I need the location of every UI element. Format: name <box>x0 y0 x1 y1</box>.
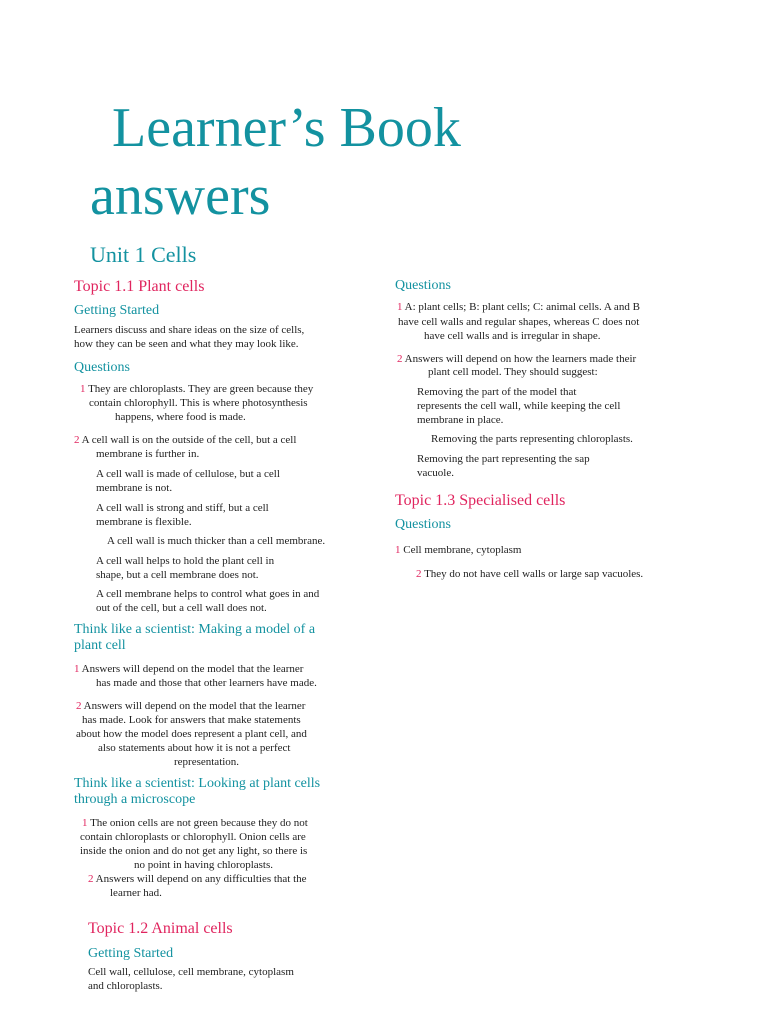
think1-heading-line1: Think like a scientist: Making a model of a <box>74 622 316 637</box>
t1q1-text-1: Answers will depend on the model that the learner <box>81 663 304 675</box>
t2q1-line2: contain chloroplasts or chlorophyll. Onion cells are <box>80 831 306 843</box>
getting-started-text-2: how they can be seen and what they may look like. <box>74 338 299 350</box>
r-q2-line1 <box>397 352 636 366</box>
q2-text-1: A cell wall is on the outside of the cell, but a cell <box>81 434 297 446</box>
t13-q1 <box>395 543 521 557</box>
topic-1-1-heading: Topic 1.1 Plant cells <box>74 278 205 295</box>
t1q1-line1 <box>74 662 303 676</box>
q2-item4-line2: shape, but a cell membrane does not. <box>96 569 259 581</box>
t2q1-line1 <box>82 816 308 830</box>
q2-item5-line1: A cell membrane helps to control what goes in and <box>96 588 320 600</box>
q2-item4-line1: A cell wall helps to hold the plant cell in <box>96 555 275 567</box>
questions-heading-left: Questions <box>74 360 130 375</box>
t2q1-line3: inside the onion and do not get any light, so there is <box>80 845 308 857</box>
q2-item3-line1: A cell wall is much thicker than a cell membrane. <box>107 535 326 547</box>
title-line1: Learner’s Book <box>112 97 461 159</box>
t1q2-line3: about how the model does represent a plant cell, and <box>76 728 307 740</box>
t1q2-line4: also statements about how it is not a perfect <box>98 742 291 754</box>
topic-1-2-heading: Topic 1.2 Animal cells <box>88 920 233 937</box>
think2-heading-line1: Think like a scientist: Looking at plant cells <box>74 776 321 791</box>
r-q2-item1-line2: represents the cell wall, while keeping the cell <box>417 400 621 412</box>
q2-number: 2 <box>74 434 80 446</box>
q1-number: 1 <box>80 383 86 395</box>
topic-1-3-heading: Topic 1.3 Specialised cells <box>395 492 566 509</box>
questions-2-heading: Questions <box>395 517 451 532</box>
t1q2-line5: representation. <box>174 756 240 768</box>
t2q1-line4: no point in having chloroplasts. <box>134 859 274 871</box>
t1q2-line1 <box>76 699 305 713</box>
getting-started-heading: Getting Started <box>74 303 160 318</box>
r-q1-text-1: A: plant cells; B: plant cells; C: animal cells. A and B <box>404 301 640 313</box>
q2-item2-line2: membrane is flexible. <box>96 516 192 528</box>
t1q1-line2: has made and those that other learners have made. <box>96 677 317 689</box>
r-q2-item3-line1: Removing the part representing the sap <box>417 453 590 465</box>
t2q2-line1 <box>88 872 307 886</box>
getting-started-2-heading: Getting Started <box>88 946 174 961</box>
q2-item5-line2: out of the cell, but a cell wall does not. <box>96 602 267 614</box>
t13-q2-text: They do not have cell walls or large sap vacuoles. <box>424 568 644 580</box>
t2q1-text-1: The onion cells are not green because they do not <box>90 817 308 829</box>
q1-text-1: They are chloroplasts. They are green because they <box>88 383 314 395</box>
r-q2-line2: plant cell model. They should suggest: <box>428 366 598 378</box>
r-q1-line2: have cell walls and regular shapes, whereas C does not <box>398 316 640 328</box>
t1q2-number: 2 <box>76 700 82 712</box>
t2q2-line2: learner had. <box>110 887 162 899</box>
t13-q2-number: 2 <box>416 568 422 580</box>
t2q2-text-1: Answers will depend on any difficulties that the <box>95 873 307 885</box>
getting-started-text-1: Learners discuss and share ideas on the size of cells, <box>74 324 305 336</box>
think2-heading-line2: through a microscope <box>74 792 196 807</box>
r-q2-number: 2 <box>397 353 403 365</box>
r-q2-item1-line3: membrane in place. <box>417 414 504 426</box>
q2-item2-line1: A cell wall is strong and stiff, but a cell <box>96 502 269 514</box>
q1-line2: contain chlorophyll. This is where photosynthesis <box>89 397 308 409</box>
q2-item1-line1: A cell wall is made of cellulose, but a cell <box>96 468 280 480</box>
r-q2-text-1: Answers will depend on how the learners made their <box>404 353 637 365</box>
t13-q1-text: Cell membrane, cytoplasm <box>403 544 522 556</box>
q2-line1 <box>74 433 296 447</box>
q1-line3: happens, where food is made. <box>115 411 246 423</box>
r-q1-line1 <box>397 300 640 314</box>
q2-item1-line2: membrane is not. <box>96 482 173 494</box>
t2q2-number: 2 <box>88 873 94 885</box>
q1-line1 <box>80 382 313 396</box>
t1q1-number: 1 <box>74 663 80 675</box>
r-q2-item3-line2: vacuole. <box>417 467 454 479</box>
unit-heading: Unit 1 Cells <box>90 242 197 267</box>
t13-q2 <box>416 567 643 581</box>
think1-heading-line2: plant cell <box>74 638 126 653</box>
t2q1-number: 1 <box>82 817 88 829</box>
questions-heading-right: Questions <box>395 278 451 293</box>
r-q1-line3: have cell walls and is irregular in shape. <box>424 330 601 342</box>
r-q2-item1-line1: Removing the part of the model that <box>417 386 577 398</box>
title-line2: answers <box>90 165 271 227</box>
r-q1-number: 1 <box>397 301 403 313</box>
t1q2-line2: has made. Look for answers that make statements <box>82 714 301 726</box>
r-q2-item2-line1: Removing the parts representing chloroplasts. <box>431 433 633 445</box>
getting-started-2-text-1: Cell wall, cellulose, cell membrane, cytoplasm <box>88 966 294 978</box>
getting-started-2-text-2: and chloroplasts. <box>88 980 163 992</box>
t1q2-text-1: Answers will depend on the model that the learner <box>83 700 306 712</box>
q2-line2: membrane is further in. <box>96 448 200 460</box>
t13-q1-number: 1 <box>395 544 401 556</box>
